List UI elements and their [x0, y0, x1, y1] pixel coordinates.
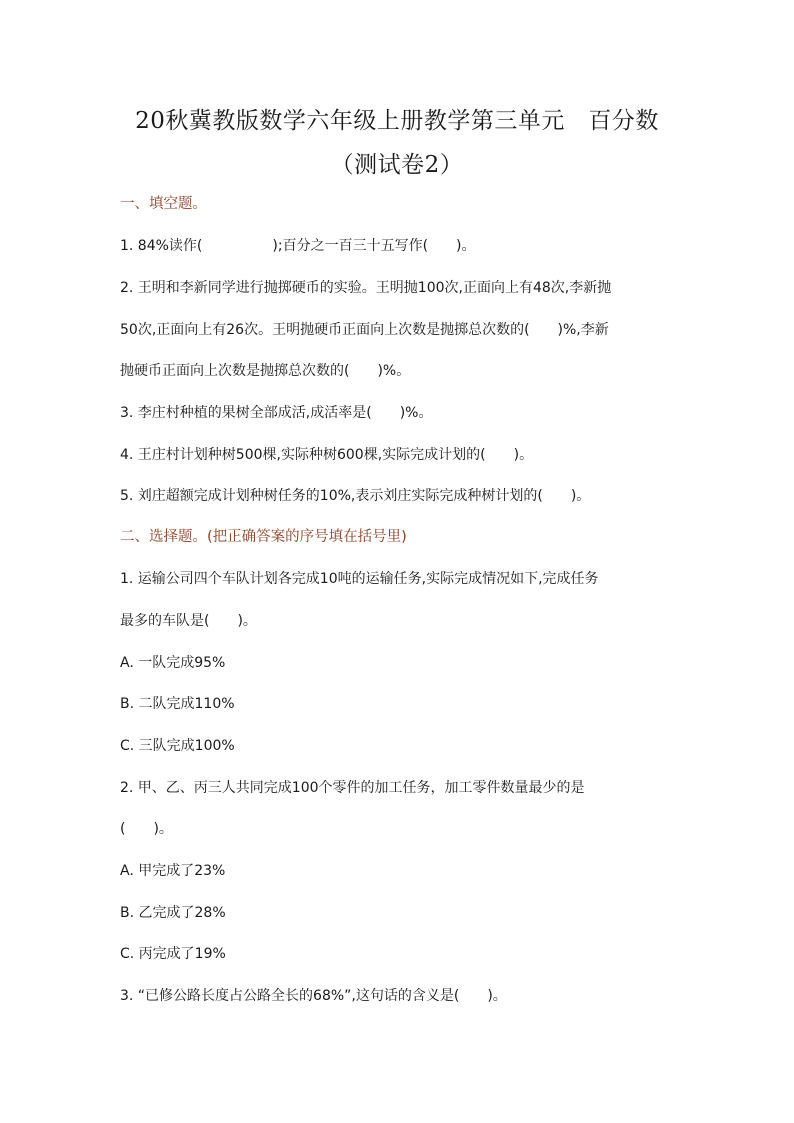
question-2-3: 3. “已修公路长度占公路全长的68%”,这句话的含义是( )。 — [120, 988, 507, 1004]
question-2-1-option-a: A. 一队完成95% — [120, 655, 226, 671]
question-2-1-option-c: C. 三队完成100% — [120, 738, 235, 754]
question-2-1-line-2: 最多的车队是( )。 — [120, 613, 257, 629]
question-1-4: 4. 王庄村计划种树500棵,实际种树600棵,实际完成计划的( )。 — [120, 447, 534, 463]
section-heading-fill-blank: 一、填空题。 — [120, 196, 207, 212]
question-2-1-option-b: B. 二队完成110% — [120, 696, 235, 712]
document-subtitle: （测试卷2） — [330, 152, 464, 178]
question-1-2-line-3: 抛硬币正面向上次数是抛掷总次数的( )%。 — [120, 363, 411, 379]
question-2-2-line-2: ( )。 — [120, 821, 173, 837]
question-1-2-line-1: 2. 王明和李新同学进行抛掷硬币的实验。王明抛100次,正面向上有48次,李新抛 — [120, 280, 612, 296]
document-title: 20秋冀教版数学六年级上册教学第三单元 百分数 — [135, 108, 659, 134]
question-2-1-line-1: 1. 运输公司四个车队计划各完成10吨的运输任务,实际完成情况如下,完成任务 — [120, 571, 599, 587]
question-1-5: 5. 刘庄超额完成计划种树任务的10%,表示刘庄实际完成种树计划的( )。 — [120, 488, 591, 504]
question-2-2-line-1: 2. 甲、乙、丙三人共同完成100个零件的加工任务，加工零件数量最少的是 — [120, 780, 585, 796]
question-2-2-option-a: A. 甲完成了23% — [120, 863, 226, 879]
question-2-2-option-c: C. 丙完成了19% — [120, 946, 226, 962]
question-1-1: 1. 84%读作( );百分之一百三十五写作( )。 — [120, 238, 476, 254]
section-heading-multiple-choice: 二、选择题。(把正确答案的序号填在括号里) — [120, 529, 407, 545]
question-1-2-line-2: 50次,正面向上有26次。王明抛硬币正面向上次数是抛掷总次数的( )%,李新 — [120, 322, 609, 338]
question-1-3: 3. 李庄村种植的果树全部成活,成活率是( )%。 — [120, 405, 433, 421]
question-2-2-option-b: B. 乙完成了28% — [120, 905, 226, 921]
